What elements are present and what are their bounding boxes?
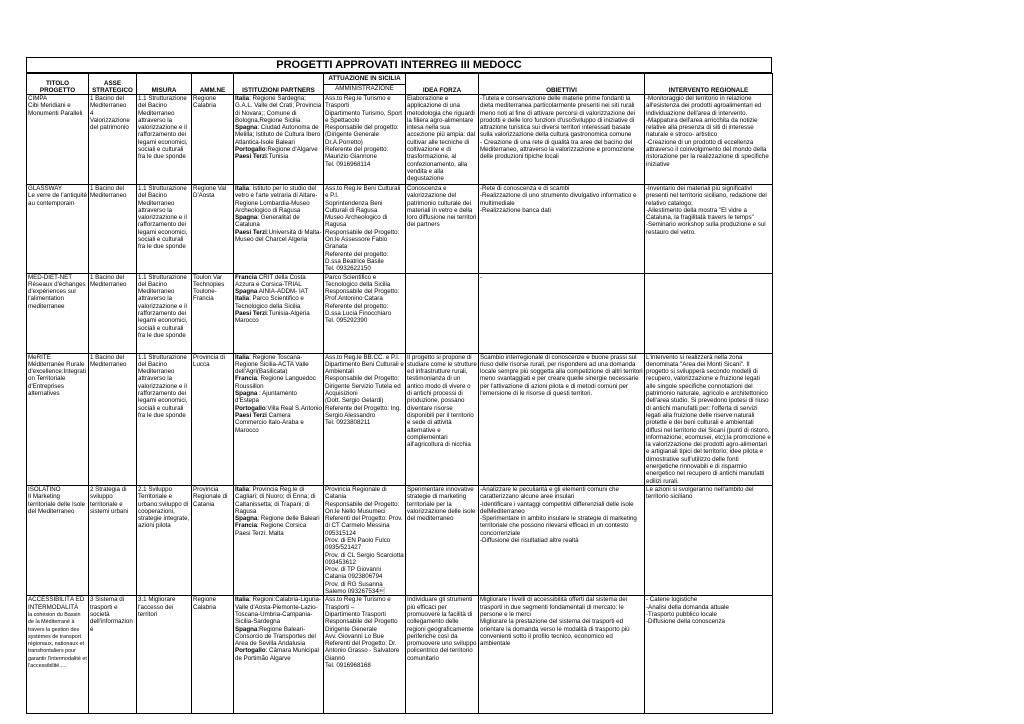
partner-country: Spagna (235, 124, 258, 132)
obiettivi-list (480, 486, 643, 544)
partner-country: Spagna (235, 288, 258, 296)
partner-country: Portogallo (235, 404, 266, 412)
header-asse: ASSE STRATEGICO (89, 74, 137, 95)
partner-entry (235, 515, 322, 522)
cell-titolo (27, 596, 89, 714)
table-row (27, 353, 773, 485)
cell-idea: Conoscenza e valorizzazione del patrimonio culturale dei materiali in vetro e della loro diffusione nei territori dei partners (406, 185, 479, 274)
partner-entry (235, 295, 322, 310)
partner-text: CRIT della Costa Azzura e Corsica-TRIAL (235, 273, 306, 288)
cell-intervento (645, 185, 773, 274)
partner-entry (235, 390, 322, 405)
partner-text: :Villa Real S.Antonio (265, 404, 322, 412)
header-idea: IDEA FORZA (406, 74, 479, 95)
obiettivo-item: -Analizzare le peculiarità e gli elementi comuni che caratterizzano alcune aree insulari (480, 485, 619, 501)
intervento-item: -Allestimento della mostra "El vidre a Cataluna, la fragilitatà travers le temps" (646, 206, 754, 222)
header-attuazione-label: ATTUAZIONE IN SICILIA (324, 74, 405, 85)
table-row (27, 185, 773, 274)
partner-entry (235, 153, 322, 160)
partner-entry (235, 530, 322, 537)
cell-misura: 3.1 Migliorare l'accesso dei territori (137, 596, 192, 714)
partner-country: Spagna (235, 515, 258, 523)
partner-text: :Regione Baleari-Consorcio de Transportes del Area de Sevilla Andalusia (235, 625, 316, 648)
partner-entry (235, 288, 322, 295)
partner-entry (235, 310, 322, 325)
cell-partners (234, 596, 324, 714)
cell-attuazione: Ass.to Reg.le BB.CC. e P.I. Dipartimento Beni Culturali e Ambientali Responsabile del Progetto: Dirigente Servizio Tutela ed Acquisizioni (Dott. Sergio Gelardi) Referente del Progetto: Ing. Sergio Alessandro Tel. 0923808211 (324, 353, 406, 485)
intervento-item: -Analisi della domanda attuale (646, 603, 729, 611)
cell-amm: Provincia Regionale di Catania (192, 485, 234, 595)
cell-idea: Sperimentare innovative strategie di marketing territoriale per la valorizzazione delle isole del mediterraneo (406, 485, 479, 595)
cell-amm: Regione Val D'Aosta (192, 185, 234, 274)
document-sheet (26, 57, 772, 714)
cell-titolo (27, 95, 89, 185)
table-row (27, 485, 773, 595)
cell-obiettivi (479, 596, 645, 714)
obiettivo-item: -Identificare i vantaggi competitivi differenziali delle isole delMediterraneo (480, 500, 634, 515)
partner-text: : Generalitat de Cataluna (235, 214, 300, 229)
project-title: ACCESSIBILITÀ ED INTERMODALITÀ (28, 596, 85, 611)
partner-text: : Regione Corsica (257, 522, 307, 530)
table-row (27, 596, 773, 714)
cell-partners (234, 485, 324, 595)
intervento-item: -Creazione di un prodotto di eccellenza attraverso il coinvolgimento del mondo della ristorazione per la realizzazione di specifiche iniziative (646, 138, 769, 168)
partner-text: : Istituto per lo studio del vetro e l'arte vetraria di Altare- Regione Lombardia-Museo Archeologico di Ragusa (235, 185, 318, 214)
partner-text: Paesi Terzi: Malta (235, 529, 284, 537)
cell-obiettivi (479, 353, 645, 485)
obiettivi-list (480, 354, 643, 398)
intervento-item: -Diffusione della conoscenza (646, 618, 725, 626)
intervento-list (646, 486, 771, 501)
obiettivo-item: -Sperimentare in ambito insulare le strategie di marketing territoriale che possono rilevarsi efficaci in un contesto concorrenziale (480, 515, 637, 537)
cell-intervento (645, 273, 773, 353)
cell-misura: 1.1 Strutturazione del Bacino Mediterraneo attraverso la valorizzazione e il rafforzamento dei legami economici, sociali e culturali fra le due sponde (137, 353, 192, 485)
partner-country: Italia (235, 485, 250, 493)
cell-obiettivi (479, 485, 645, 595)
intervento-item: -Mappatura dell'area arricchita da notizie relative alla presenza di siti di interesse naturale e stroco- artistico (646, 116, 758, 139)
partner-entry (235, 596, 322, 625)
cell-intervento (645, 485, 773, 595)
partner-entry (235, 354, 322, 376)
project-title: CIMPA Cibi Meridiani e Monumenti Paralleli (28, 95, 83, 117)
partner-text: : Ciudad Autonoma de Melilla; Istituto de Cultura Ibero Atlantica-Isole Baleari (235, 124, 321, 146)
table-row (27, 95, 773, 185)
cell-attuazione: Ass.to Reg.le Beni Culturali e P.I. Soprintendenza Beni Culturali di Ragusa Museo Archeologico di Ragusa Responsabile del Progetto: On.le Assessore Fabio Granata Referente del progetto: D.ssa Beatrice Basile Tel. 0932622150 (324, 185, 406, 274)
partner-country: Paesi Terzi (235, 228, 267, 236)
cell-misura: 1.1 Strutturazione del Bacino Mediterraneo attraverso la valorizzazione e il rafforzamento dei legami economici, sociali e culturali fra le due sponde (137, 273, 192, 353)
obiettivo-item: -Tutela e conservazione delle materie prime fondanti la dieta mediterranea particolarmente presenti nei siti rurali meno noti al fine di attivare percorsi di valorizzazione dei prodotti e delle loro funzioni d'usoSviluppo di iniziative di attrazione turistica sui diversi territori interessati basate sulla valorizzazione della cultura gastronomica comune (480, 95, 636, 139)
project-title: MeRITE Méditerranée Rurale d'excellence:Integration Territoriale d'Entreprises alternatives (28, 353, 86, 398)
intervento-list (646, 354, 771, 485)
intervento-item: - Catene logistiche (646, 596, 698, 604)
partner-entry (235, 95, 322, 124)
partner-entry (235, 647, 322, 662)
header-titolo: TITOLO PROGETTO (27, 74, 89, 95)
partner-text: AINIA-ADDM- IAT (257, 288, 309, 296)
header-amm: AMM.NE (192, 74, 234, 95)
cell-titolo (27, 353, 89, 485)
cell-asse: 1 Bacino del Mediterraneo (89, 185, 137, 274)
partner-entry (235, 626, 322, 648)
obiettivi-list (480, 274, 643, 281)
partner-text: :Regione d'Algarve (265, 146, 318, 154)
table-body (27, 95, 773, 714)
obiettivo-item: - (480, 273, 483, 281)
cell-asse: 1 Bacino del Mediterraneo 4 Valorizzazione del patrimonio (89, 95, 137, 185)
cell-titolo (27, 485, 89, 595)
partner-entry (235, 146, 322, 153)
cell-intervento (645, 95, 773, 185)
header-istituzioni: ISTITUZIONI PARTNERS (234, 74, 324, 95)
cell-attuazione: Provincia Regionale di Catania Responsabile del Progetto: On.le Nello Musumeci Referenti del Progetto: Prov. di CT Carmelo Messina 095315124 Prov. di EN Paolo Fulco 0935/521427 Prov. di CL Sergio Scarciotta 093453612 Prov. di TP Giovanni Catania 0923806794 Prov. di RG Susanna Salemo 093267534 (325, 485, 404, 596)
header-intervento: INTERVENTO REGIONALE (645, 74, 773, 95)
cell-idea: Il progetto si propone di studiare come le strutture ed infrastrutture rurali, testimonianza di un antico modo di vivere o di antichi processi di produzione, possano diventare risorse disponibili per il territorio e sede di attività alternative e complementari all'agricoltura di nicchia (406, 353, 479, 485)
partner-country: Spagna (235, 214, 258, 222)
intervento-item: -Seminario workshop sulla produzione e sul restauro del vetro. (646, 221, 766, 236)
cell-partners (234, 95, 324, 185)
project-title: ISOLATINO Il Marketing territoriale delle Isole del Mediterraneo (28, 485, 86, 515)
partner-text: : Regioni:Calabria-Liguria- Valle d'Aosta-Piemonte-Lazio- Toscana-Umbria-Campania-Sicilia-Sardegna (235, 596, 321, 626)
partner-country: Francia (235, 522, 258, 530)
page-title: PROGETTI APPROVATI INTERREG III MEDOCC (26, 57, 772, 73)
cell-amm: Toulon Var Technopies Toulone-Francia (192, 273, 234, 353)
header-obiettivi: OBIETTIVI (479, 74, 645, 95)
cell-asse: 3 Sistema di trasporti e società dell'informazione (89, 596, 137, 714)
partner-country: Italia (235, 295, 250, 303)
intervento-item: -Inventario dei materiali più significativi presenti nel territorio siciliano, redazione del relativo catalogo; (646, 185, 767, 207)
intervento-item: Le azioni si svolgeranno nell'ambito del territorio siciliano (646, 485, 754, 501)
partner-country: Spagna (235, 390, 258, 398)
cell-titolo (27, 185, 89, 274)
intervento-list (646, 95, 771, 168)
partner-text: Camera Commercio Italo-Araba e Marocco (235, 411, 304, 434)
partner-entry (235, 214, 322, 229)
partner-entry (235, 274, 322, 289)
table-row (27, 273, 773, 353)
cell-attuazione: Ass.to Reg.le Turismo e Trasporti – Dipartimento Trasporti Responsabile del Progetto Dirigente Generale Avv. Giovanni Lo Bue Referenti del Progetto: Dr. Antonio Grasso - Salvatore Giannò Tel. 0916968168 (324, 596, 406, 714)
obiettivo-item: Migliorare la prestazione del sistema dei trasporti ed orientare la domanda verso le modalità di trasporto più convenienti sotto il profilo tecnico, economico ed ambientale (480, 618, 630, 648)
obiettivi-list (480, 95, 643, 161)
partner-country: Spagna (235, 625, 258, 633)
intervento-item: -Trasporto pubblico locale (646, 610, 717, 618)
cell-attuazione: Ass.to Reg.le Turismo e Trasporti Dipartimento Turismo, Sport e Spettacolo Responsabile del progetto: (Dirigente Generale Dr.A.Porretto) Referente del progetto: Maurizio Giannone Tel. 0916968114 (324, 95, 406, 185)
cell-misura: 1.1 Strutturazione del Bacino Mediterraneo attraverso la valorizzazione e il rafforzamento dei legami economici, sociali e culturali fra le due sponde (137, 185, 192, 274)
partner-text: :Università di Malta-Museo del Charcel Algeria (235, 228, 322, 244)
partner-text: :Tunisia (266, 153, 289, 161)
project-subtitle: la cohésion du Bassin de la Méditerrané à travers la gestion des systèmes de transport régionaux, nationaux et transfrontaliers pour garantir l'intermodalité et l'accessibilité..... (28, 611, 87, 670)
obiettivo-item: -Diffusione dei risultatiad altre realtà (480, 536, 579, 544)
cell-misura: 1.1 Strutturazione del Bacino Mediterraneo attraverso la valorizzazione e il rafforzamento dei legami economici, sociali e culturali fra le due sponde (137, 95, 192, 185)
header-amministrazione-label: AMMINISTRAZIONE (335, 85, 394, 92)
partner-text: : Regione Toscana-Regione Sicilia-ACTA Valle dell'Agri(Basilicata) (235, 353, 309, 376)
partner-entry (235, 124, 322, 146)
cell-obiettivi (479, 95, 645, 185)
obiettivo-item: - Creazione di una rete di qualità tra aree del bacino del Mediterraneo, attraverso la valorizzazione e promozione delle produzioni tipiche locali (480, 138, 635, 161)
partner-entry (235, 486, 322, 515)
partner-country: Portogallo (235, 146, 266, 154)
intervento-list (646, 596, 771, 625)
partner-text: : Regione Languedoc Roussillon (235, 375, 316, 390)
cell-intervento (645, 596, 773, 714)
cell-asse: 1 Bacino del Mediterraneo (89, 273, 137, 353)
projects-table (26, 73, 773, 714)
partner-entry (235, 375, 322, 390)
partner-country: Italia (235, 95, 250, 102)
obiettivi-list (480, 185, 643, 214)
partner-entry (235, 185, 322, 214)
cell-titolo (27, 273, 89, 353)
header-attuazione (324, 74, 406, 95)
partner-country: Francia (235, 375, 258, 383)
partner-entry (235, 412, 322, 434)
obiettivo-item: -Realizzazione di uno strumento divulgativo informatico e multimediale (480, 192, 637, 207)
cell-idea: Elaborazione e applicazione di una metodologia che riguardi la filiera agro-alimentare intesa nella sua accezione più ampia: dal cultivar alle tecniche di coltivazione e di trasformazione, al confezionamento, alla vendita e alla degustazione (406, 95, 479, 185)
partner-text: : Regione delle Baleari (257, 515, 320, 523)
cell-idea (406, 273, 479, 353)
cell-partners (234, 273, 324, 353)
obiettivo-item: -Realizzazione banca dati (480, 206, 551, 214)
cell-intervento (645, 353, 773, 485)
obiettivo-item: Scambio interregionale di conoscenze e buone prassi sul riuso delle risorse rurali, per rispondere ad una domanda locale sempre più soggetta alla competizione di altri territori meno svantaggiati e per creare quelle sinergie necessarie per l'attivazione di azioni pilota e di metodi comuni per l'emersione di le risorse di questi territori. (480, 353, 643, 398)
cell-obiettivi (479, 273, 645, 353)
obiettivo-item: -Rete di conoscenza e di scambi (480, 185, 570, 192)
cell-idea: Individuare gli strumenti più efficaci per promuovere la facilità di collegamento delle regioni geograficamente periferiche così da promuovere uno sviluppo policentrico del territorio comunitario (406, 596, 479, 714)
partner-country: Paesi Terzi (235, 310, 267, 318)
cell-partners (234, 185, 324, 274)
partner-entry (235, 405, 322, 412)
project-title: MED-DIET-NET Réseaux d'échanges d'expériences sur l'alimentation mediterranee (28, 273, 86, 310)
partner-country: Italia (235, 596, 250, 604)
project-title: GLASSWAY Le verre de l'antiquité au contemporain (28, 185, 87, 207)
partner-entry (235, 522, 322, 529)
partner-country: Portogallo (235, 647, 266, 655)
cell-obiettivi (479, 185, 645, 274)
partner-text: : Ajuntamento d'Estepa (235, 390, 297, 405)
obiettivo-item: Migliorare i livelli di accessibilità offerti dal sistema dei trasporti in due segmenti fondamentali di mercato: le persone e le merci (480, 596, 628, 618)
cell-amm: Regione Calabria (192, 95, 234, 185)
header-row (27, 74, 773, 95)
cell-misura: 2.1 Sviluppo Territoriale e urbano:sviluppo di cooperazioni, strategie integrate, azioni pilota (137, 485, 192, 595)
partner-text: : Provincia Reg.le di Cagliari; di Nuoro; di Enna; di Caltanissetta; di Trapani; di Ragusa (235, 485, 316, 515)
header-misura: MISURA (137, 74, 192, 95)
obiettivi-list (480, 596, 643, 647)
partner-country: Paesi Terzi (235, 153, 267, 161)
cell-amm: Regione Calabria (192, 596, 234, 714)
partner-country: Italia (235, 185, 250, 192)
intervento-item: -Monitoraggio del territorio in relazione all'esistenza dei prodotti agroalimentari ed individuazione dell'area di intervento. (646, 95, 762, 117)
intervento-item: L'intervento si realizzerà nella zona denominata "Area dei Monti Sicani". Il progetto si svilupperà secondo modelli di recupero, valorizzazione e fruizione legati alle singole specifiche connotazioni del patrimonio naturale, agricolo e architettonico dell'area studio. Si prevedono ipotesi di riuso di antichi manufatti per: l'offerta di servizi legati alla fruizione delle riserve naturali protette e dei beni culturali e ambientali diffusi nel territorio dei Sicani (punti di ristoro, informazione, ecomusei, etc);la promozione e la valorizzazione dei prodotti agro-alimentari e artigianali tipici del territorio; idee pilota e dimostrative sull'utilizzo delle fonti energetiche rinnovabili e di risparmio energetico nel recupero di antichi manufatti edilizi rurali. (646, 353, 771, 485)
cell-partners (234, 353, 324, 485)
cell-attuazione: Parco Scientifico e Tecnologico della Sicilia Responsabile del Progetto: Prof.Antonino Catara Referente del progetto: D.ssa Lucia Finocchiaro Tel. 095292390 (324, 273, 406, 353)
partner-text: : Parco Scientifico e Tecnologico della Sicilia (235, 295, 304, 310)
intervento-list (646, 185, 771, 236)
partner-text: : Regione Sardegna; G.A.L. Valle del Crati; Provincia di Novara;; Comune di Bologna,Regione Sicilia (235, 95, 322, 124)
cell-asse: 1 Bacino del Mediterraneo (89, 353, 137, 485)
partner-entry (235, 229, 322, 244)
partner-country: Paesi Terzi (235, 411, 267, 419)
partner-text: : Câmara Municipal de Portimão Algarve (235, 647, 319, 662)
partner-text: :Tunisia-Algeria Marocco (235, 310, 310, 325)
cell-asse: 2 Strategia di sviluppo territoriale e sistemi urbani (89, 485, 137, 595)
partner-country: Francia (235, 273, 258, 281)
partner-country: Italia (235, 353, 250, 361)
cell-amm: Provincia di Lucca (192, 353, 234, 485)
